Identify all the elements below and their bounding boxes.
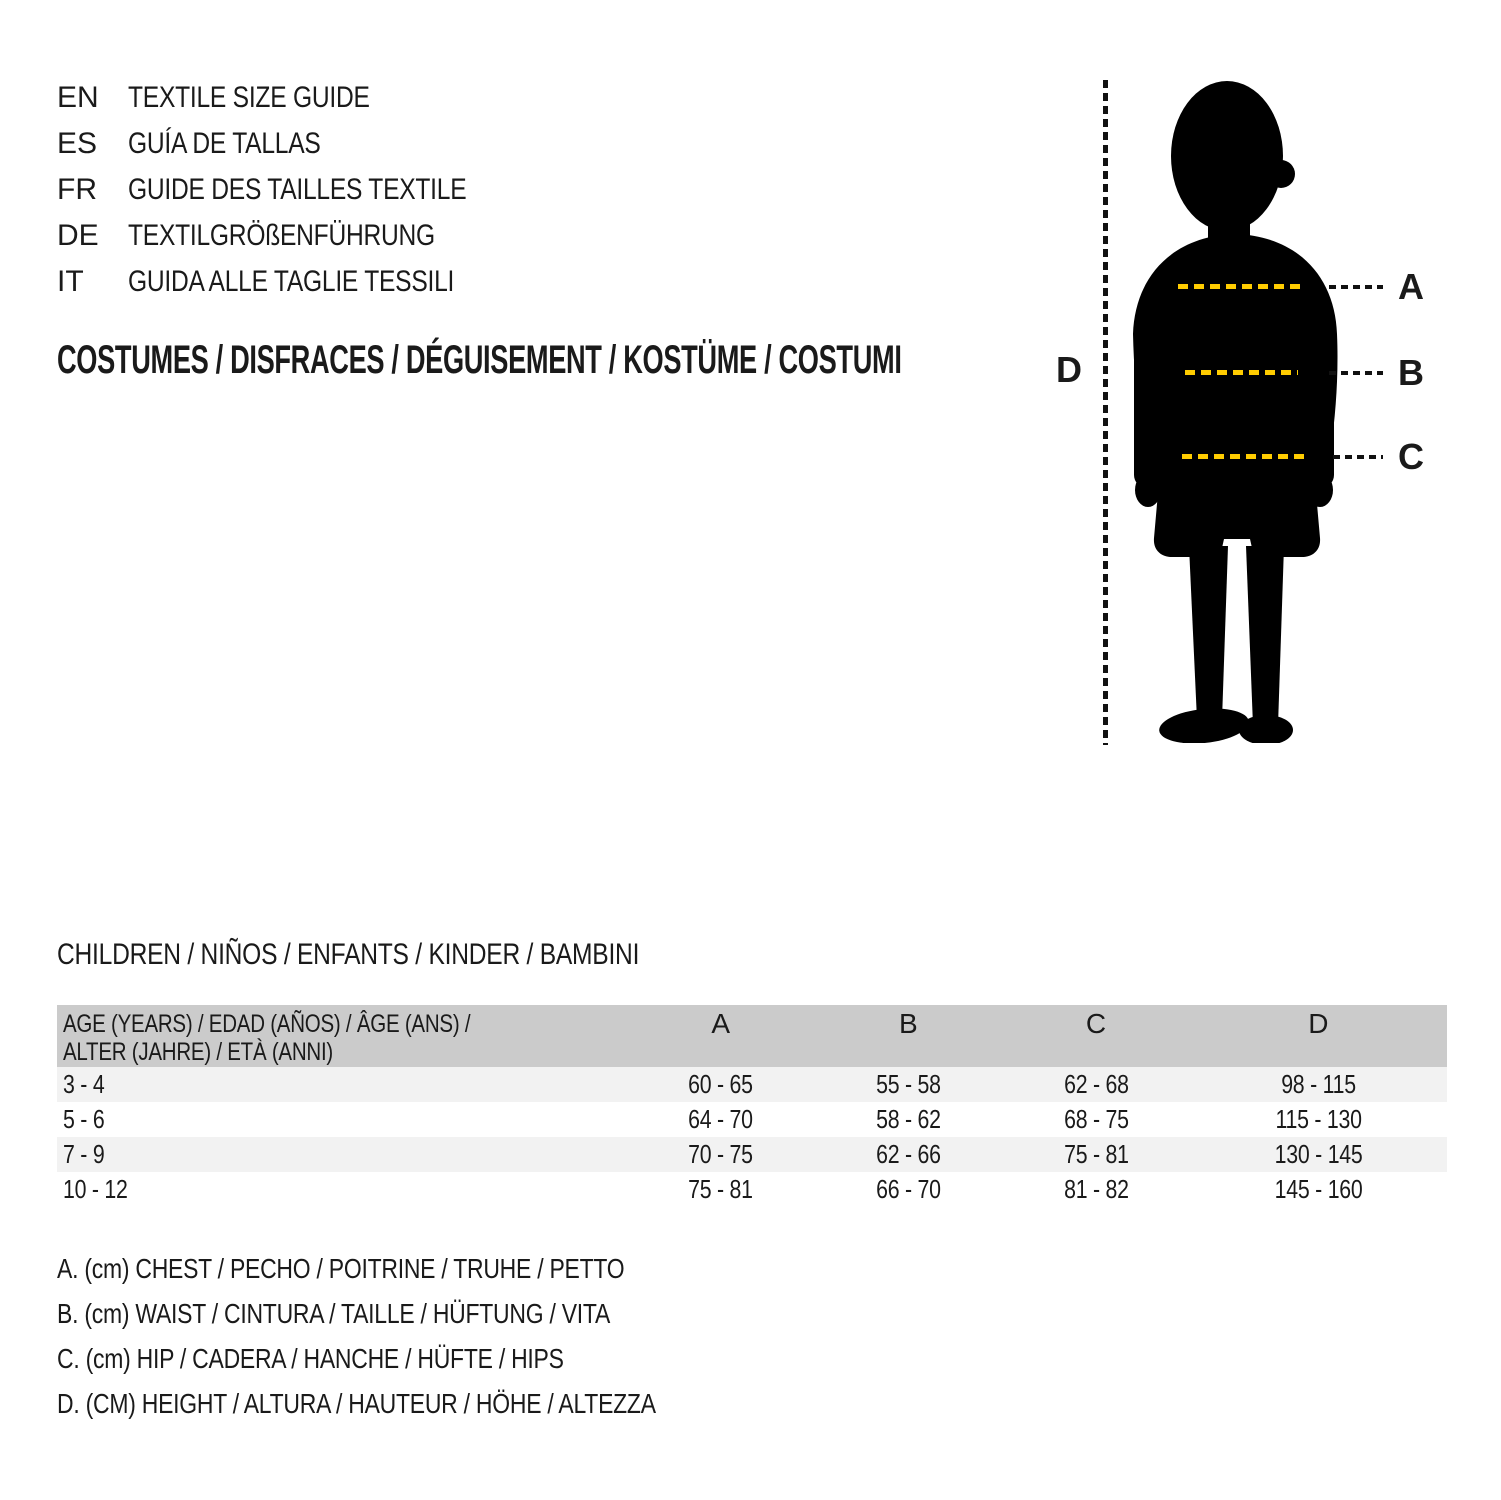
language-row-de [57, 213, 541, 259]
column-header-a: A [711, 1008, 731, 1039]
language-row-it [57, 259, 541, 305]
height-dashed-line [1103, 80, 1108, 745]
legend-waist: B. (cm) WAIST / CINTURA / TAILLE / HÜFTUNG / VITA [57, 1298, 611, 1329]
height-cell: 115 - 130 [1275, 1104, 1362, 1134]
language-code: EN [57, 81, 99, 114]
measure-label-a: A [1398, 266, 1424, 307]
height-cell: 98 - 115 [1281, 1069, 1356, 1099]
language-code: FR [57, 173, 97, 206]
hip-cell: 75 - 81 [1063, 1139, 1129, 1169]
language-label: TEXTILE SIZE GUIDE [128, 81, 370, 114]
age-cell: 7 - 9 [63, 1139, 105, 1169]
category-title: COSTUMES / DISFRACES / DÉGUISEMENT / KOSTÜME / COSTUMI [57, 338, 902, 382]
waist-cell: 55 - 58 [876, 1069, 941, 1099]
table-row [57, 1172, 1447, 1207]
age-cell: 3 - 4 [63, 1069, 105, 1099]
language-code: ES [57, 127, 98, 160]
hip-cell: 81 - 82 [1063, 1174, 1129, 1204]
legend-hip: C. (cm) HIP / CADERA / HANCHE / HÜFTE / HIPS [57, 1343, 564, 1374]
size-table-header [57, 1005, 1447, 1067]
language-row-es [57, 121, 541, 167]
chest-measure-line [1178, 284, 1304, 289]
chest-cell: 60 - 65 [688, 1069, 754, 1099]
language-label: GUIDA ALLE TAGLIE TESSILI [128, 265, 455, 298]
measure-label-c: C [1398, 436, 1424, 477]
measure-label-d: D [1056, 349, 1082, 390]
chest-cell: 64 - 70 [688, 1104, 754, 1134]
language-label: GUÍA DE TALLAS [128, 127, 321, 160]
hip-cell: 62 - 68 [1063, 1069, 1129, 1099]
waist-measure-line [1185, 370, 1298, 375]
children-section-title: CHILDREN / NIÑOS / ENFANTS / KINDER / BAMBINI [57, 938, 640, 971]
hip-measure-line [1182, 454, 1306, 459]
height-cell: 130 - 145 [1274, 1139, 1363, 1169]
waist-cell: 58 - 62 [876, 1104, 941, 1134]
chest-leader-line [1329, 285, 1383, 289]
legend-height: D. (CM) HEIGHT / ALTURA / HAUTEUR / HÖHE / ALTEZZA [57, 1388, 656, 1419]
waist-cell: 62 - 66 [876, 1139, 941, 1169]
language-title-block [57, 75, 541, 305]
language-label: GUIDE DES TAILLES TEXTILE [128, 173, 467, 206]
age-column-header: AGE (YEARS) / EDAD (AÑOS) / ÂGE (ANS) / ALTER (JAHRE) / ETÀ (ANNI) [63, 1010, 471, 1066]
legend-chest: A. (cm) CHEST / PECHO / POITRINE / TRUHE / PETTO [57, 1253, 625, 1284]
table-row [57, 1102, 1447, 1137]
age-cell: 5 - 6 [63, 1104, 105, 1134]
waist-cell: 66 - 70 [876, 1174, 941, 1204]
waist-leader-line [1329, 371, 1383, 375]
table-row [57, 1067, 1447, 1102]
column-header-d: D [1308, 1008, 1329, 1039]
hip-leader-line [1333, 455, 1383, 459]
child-silhouette-figure [1125, 78, 1385, 743]
height-cell: 145 - 160 [1274, 1174, 1363, 1204]
language-code: DE [57, 219, 99, 252]
chest-cell: 75 - 81 [688, 1174, 754, 1204]
column-header-b: B [899, 1008, 918, 1039]
language-label: TEXTILGRÖßENFÜHRUNG [128, 219, 435, 252]
language-row-fr [57, 167, 541, 213]
measure-label-b: B [1398, 352, 1424, 393]
measure-legend [57, 1246, 787, 1426]
table-row [57, 1137, 1447, 1172]
language-code: IT [57, 265, 84, 298]
hip-cell: 68 - 75 [1063, 1104, 1129, 1134]
size-table [57, 1005, 1447, 1207]
language-row-en [57, 75, 541, 121]
age-cell: 10 - 12 [63, 1174, 128, 1204]
column-header-c: C [1085, 1008, 1107, 1039]
chest-cell: 70 - 75 [688, 1139, 754, 1169]
